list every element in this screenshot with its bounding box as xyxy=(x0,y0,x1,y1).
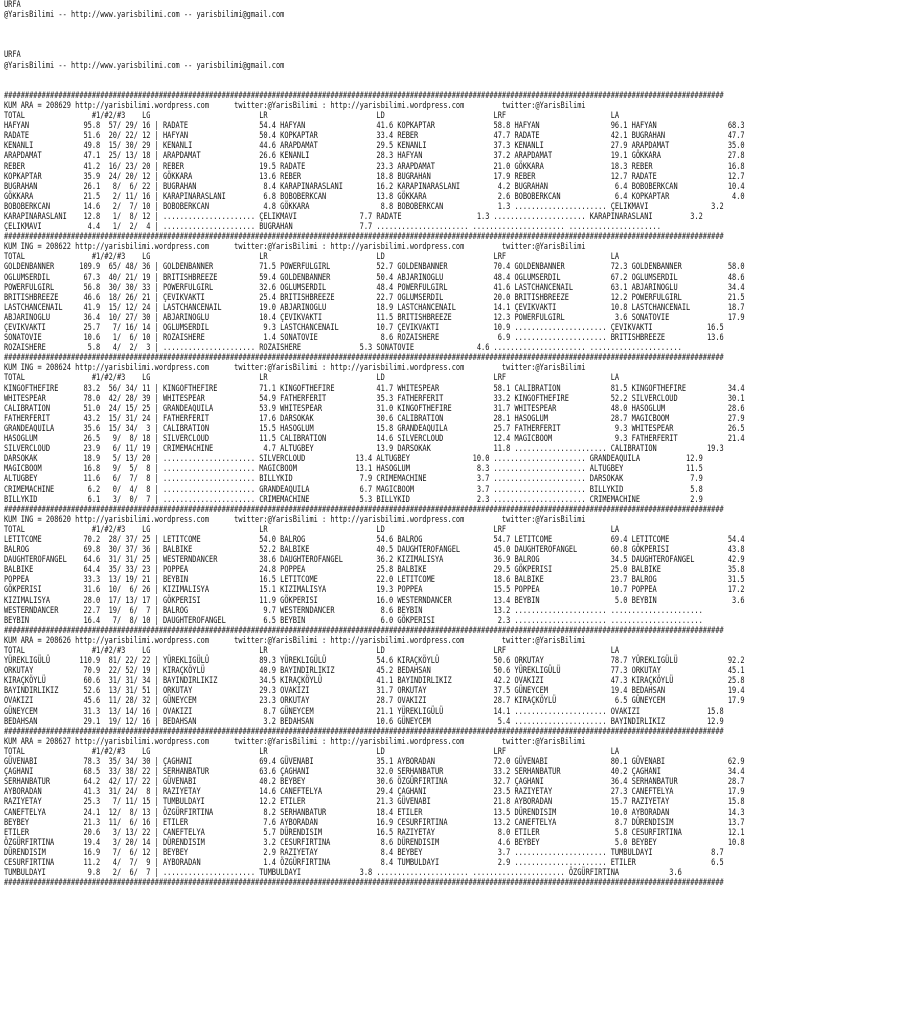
table-row: AYBORADAN 41.3 31/ 24/ 8 | RAZIYETAY 14.6 CANEFTELYA 29.4 ÇAGHANI 23.5 RAZIYETAY 27.3 CANEFTELYA 17.9 xyxy=(4,787,745,798)
table-row: KARAPINARASLANI 12.8 1/ 8/ 12 | ...................... ÇELIKMAVI 7.7 RADATE 1.3 ...................... KARAPINARASLANI 3.2 xyxy=(4,211,703,222)
table-row: KIRAÇKÖYLÜ 60.6 31/ 31/ 34 | BAYINDIRLIKIZ 34.5 KIRAÇKÖYLÜ 41.1 BAYINDIRLIKIZ 42.2 OVAKIZI 47.3 KIRAÇKÖYLÜ 25.8 xyxy=(4,676,745,687)
table-row: BEYBEY 21.3 11/ 6/ 16 | ETILER 7.6 AYBORADAN 16.9 CESURFIRTINA 13.2 CANEFTELYA 8.7 DÜRENDISIM 13.7 xyxy=(4,817,745,828)
table-row: ÖZGÜRFIRTINA 19.4 3/ 20/ 14 | DÜRENDISIM 3.2 CESURFIRTINA 8.6 DÜRENDISIM 4.6 BEYBEY 5.0 BEYBEY 10.8 xyxy=(4,837,745,848)
table-row: SONATOVIE 10.6 1/ 6/ 10 | ROZAISHERE 1.4 SONATOVIE 8.6 ROZAISHERE 6.9 ...................... BRITISHBREEZE 13.6 xyxy=(4,333,724,344)
table-row: POWERFULGIRL 56.8 30/ 30/ 33 | POWERFULGIRL 32.6 OGLUMSERDIL 48.4 POWERFULGIRL 41.6 LASTCHANCENAIL 63.1 ABJARINOGLU 34.4 xyxy=(4,282,745,293)
table-row: ALTUGBEY 11.6 6/ 7/ 8 | ...................... BILLYKID 7.9 CRIMEMACHINE 3.7 ...................... DARSOKAK 7.9 xyxy=(4,474,703,485)
column-header: TOTAL #1/#2/#3 LG LR LD LRF LA xyxy=(4,373,620,384)
table-row: ROZAISHERE 5.8 4/ 2/ 3 | ...................... ROZAISHERE 5.3 SONATOVIE 4.6 ...................... ...................... xyxy=(4,343,682,354)
separator-line: ############################################################################################################################################################################ xyxy=(4,90,724,101)
separator-line: ############################################################################################################################################################################ xyxy=(4,726,724,737)
column-header: TOTAL #1/#2/#3 LG LR LD LRF LA xyxy=(4,646,620,656)
table-row: HASOGLUM 26.5 9/ 8/ 18 | SILVERCLOUD 11.5 CALIBRATION 14.6 SILVERCLOUD 12.4 MAGICBOOM 9.3 FATHERFERIT 21.4 xyxy=(4,434,745,445)
race-header: KUM ARA = 208629 http://yarisbilimi.wordpress.com twitter:@YarisBilimi : http://yarisbilimi.wordpress.com twitter:@YarisBilimi xyxy=(4,100,586,111)
table-row: DARSOKAK 18.9 5/ 13/ 20 | ...................... SILVERCLOUD 13.4 ALTUGBEY 10.0 ...................... GRANDEAQUILA 12.9 xyxy=(4,454,703,465)
table-row: RADATE 51.6 20/ 22/ 12 | HAFYAN 50.4 KOPKAPTAR 33.4 REBER 47.7 RADATE 42.1 BUGRAHAN 47.7 xyxy=(4,131,745,142)
separator-line: ############################################################################################################################################################################ xyxy=(4,625,724,636)
table-row: BALROG 69.8 30/ 37/ 36 | BALBIKE 52.2 BALBIKE 40.5 DAUGHTEROFANGEL 45.0 DAUGHTEROFANGEL 60.8 GÖKPERISI 43.8 xyxy=(4,545,745,556)
blank-line xyxy=(4,40,720,50)
table-row: KENANLI 49.8 15/ 30/ 29 | KENANLI 44.6 ARAPDAMAT 29.5 KENANLI 37.3 KENANLI 27.9 ARAPDAMAT 35.0 xyxy=(4,141,745,152)
table-row: MAGICBOOM 16.8 9/ 5/ 8 | ...................... MAGICBOOM 13.1 HASOGLUM 8.3 ...................... ALTUGBEY 11.5 xyxy=(4,464,703,475)
table-row: HAFYAN 95.8 57/ 29/ 16 | RADATE 54.4 HAFYAN 41.6 KOPKAPTAR 58.8 HAFYAN 96.1 HAFYAN 68.3 xyxy=(4,121,745,132)
table-row: KIZIMALISYA 28.0 17/ 13/ 17 | GÖKPERISI 11.9 GÖKPERISI 16.0 WESTERNDANCER 13.4 BEYBIN 5.0 BEYBIN 3.6 xyxy=(4,595,745,606)
column-header: TOTAL #1/#2/#3 LG LR LD LRF LA xyxy=(4,746,620,757)
separator-line: ############################################################################################################################################################################ xyxy=(4,878,724,889)
blank-line xyxy=(4,71,720,81)
table-row: CALIBRATION 51.0 24/ 15/ 25 | GRANDEAQUILA 53.9 WHITESPEAR 31.0 KINGOFTHEFIRE 31.7 WHITESPEAR 48.0 HASOGLUM 28.6 xyxy=(4,403,745,414)
race-block xyxy=(4,726,745,879)
report-title: URFA xyxy=(4,50,21,61)
table-row: GÜNEYCEM 31.3 13/ 14/ 16 | OVAKIZI 8.7 GÜNEYCEM 21.1 YÜREKLIGÜLÜ 14.1 ...................... OVAKIZI 15.8 xyxy=(4,706,724,717)
table-row: LETITCOME 70.2 28/ 37/ 25 | LETITCOME 54.0 BALROG 54.6 BALROG 54.7 LETITCOME 69.4 LETITCOME 54.4 xyxy=(4,534,745,545)
table-row: BEDAHSAN 29.1 19/ 12/ 16 | BEDAHSAN 3.2 BEDAHSAN 10.6 GÜNEYCEM 5.4 ...................... BAYINDIRLIKIZ 12.9 xyxy=(4,716,724,727)
report-title: URFA xyxy=(4,0,21,10)
table-row: BEYBIN 16.4 7/ 8/ 10 | DAUGHTEROFANGEL 6.5 BEYBIN 6.0 GÖKPERISI 2.3 ...................... ...................... xyxy=(4,615,703,626)
table-row: DAUGHTEROFANGEL 64.6 31/ 31/ 25 | WESTERNDANCER 38.6 DAUGHTEROFANGEL 36.2 KIZIMALISYA 36.9 BALROG 34.5 DAUGHTEROFANGEL 42.9 xyxy=(4,555,745,566)
credit-line: @YarisBilimi -- http://www.yarisbilimi.com -- yarisbilimi@gmail.com xyxy=(4,60,285,71)
race-header: KUM ING = 208620 http://yarisbilimi.wordpress.com twitter:@YarisBilimi : http://yarisbilimi.wordpress.com twitter:@YarisBilimi xyxy=(4,514,586,525)
table-row: FATHERFERIT 43.2 15/ 31/ 24 | FATHERFERIT 17.6 DARSOKAK 30.6 CALIBRATION 28.1 HASOGLUM 28.7 MAGICBOOM 27.9 xyxy=(4,413,745,424)
table-row: ÇELIKMAVI 4.4 1/ 2/ 4 | ...................... BUGRAHAN 7.7 ...................... ...................... ...................... xyxy=(4,222,661,233)
table-row: YÜREKLIGÜLÜ 110.9 81/ 22/ 22 | YÜREKLIGÜLÜ 89.3 YÜREKLIGÜLÜ 54.6 KIRAÇKÖYLÜ 50.6 ORKUTAY 78.7 YÜREKLIGÜLÜ 92.2 xyxy=(4,656,745,667)
report-sheet xyxy=(4,0,745,1023)
table-row: ETILER 20.6 3/ 13/ 22 | CANEFTELYA 5.7 DÜRENDISIM 16.5 RAZIYETAY 8.0 ETILER 5.8 CESURFIRTINA 12.1 xyxy=(4,827,745,838)
column-header: TOTAL #1/#2/#3 LG LR LD LRF LA xyxy=(4,111,620,122)
table-row: GOLDENBANNER 109.9 65/ 48/ 36 | GOLDENBANNER 71.5 POWERFULGIRL 52.7 GOLDENBANNER 70.4 GOLDENBANNER 72.3 GOLDENBANNER 58.0 xyxy=(4,262,745,273)
table-row: BALBIKE 64.4 35/ 33/ 23 | POPPEA 24.8 POPPEA 25.8 BALBIKE 29.5 GÖKPERISI 25.0 BALBIKE 35.8 xyxy=(4,565,745,576)
table-row: WHITESPEAR 78.0 42/ 28/ 39 | WHITESPEAR 54.9 FATHERFERIT 35.3 FATHERFERIT 33.2 KINGOFTHEFIRE 52.2 SILVERCLOUD 30.1 xyxy=(4,393,745,404)
blank-line xyxy=(4,81,720,91)
table-row: ÇAGHANI 68.5 33/ 38/ 22 | SERHANBATUR 63.6 ÇAGHANI 32.0 SERHANBATUR 33.2 SERHANBATUR 40.2 ÇAGHANI 34.4 xyxy=(4,767,745,778)
table-row: GÖKKARA 21.5 2/ 11/ 16 | KARAPINARASLANI 6.8 BOBOBERKCAN 13.8 GÖKKARA 2.6 BOBOBERKCAN 6.4 KOPKAPTAR 4.0 xyxy=(4,191,745,202)
table-row: BUGRAHAN 26.1 8/ 6/ 22 | BUGRAHAN 8.4 KARAPINARASLANI 16.2 KARAPINARASLANI 4.2 BUGRAHAN 6.4 BOBOBERKCAN 10.4 xyxy=(4,181,745,192)
race-header: KUM ARA = 208627 http://yarisbilimi.wordpress.com twitter:@YarisBilimi : http://yarisbilimi.wordpress.com twitter:@YarisBilimi xyxy=(4,736,586,747)
table-row: ORKUTAY 70.9 22/ 52/ 19 | KIRAÇKÖYLÜ 40.9 BAYINDIRLIKIZ 45.2 BEDAHSAN 50.6 YÜREKLIGÜLÜ 77.3 ORKUTAY 45.1 xyxy=(4,666,745,677)
table-row: BILLYKID 6.1 3/ 0/ 7 | ...................... CRIMEMACHINE 5.3 BILLYKID 2.3 ...................... CRIMEMACHINE 2.9 xyxy=(4,494,703,505)
column-header: TOTAL #1/#2/#3 LG LR LD LRF LA xyxy=(4,252,620,263)
race-header: KUM ING = 208624 http://yarisbilimi.wordpress.com twitter:@YarisBilimi : http://yarisbilimi.wordpress.com twitter:@YarisBilimi xyxy=(4,363,586,374)
separator-line: ############################################################################################################################################################################ xyxy=(4,504,724,515)
separator-line: ############################################################################################################################################################################ xyxy=(4,353,724,364)
table-row: ARAPDAMAT 47.1 25/ 13/ 18 | ARAPDAMAT 26.6 KENANLI 28.3 HAFYAN 37.2 ARAPDAMAT 19.1 GÖKKARA 27.8 xyxy=(4,151,745,162)
table-row: OGLUMSERDIL 67.3 40/ 21/ 19 | BRITISHBREEZE 59.4 GOLDENBANNER 50.4 ABJARINOGLU 48.4 OGLUMSERDIL 67.2 OGLUMSERDIL 48.6 xyxy=(4,272,745,283)
race-block xyxy=(4,353,745,505)
table-row: LASTCHANCENAIL 41.9 15/ 12/ 24 | LASTCHANCENAIL 19.0 ABJARINOGLU 18.9 LASTCHANCENAIL 14.1 ÇEVIKVAKTI 10.8 LASTCHANCENAIL 18.7 xyxy=(4,302,745,313)
table-row: SILVERCLOUD 23.9 6/ 11/ 19 | CRIMEMACHINE 4.7 ALTUGBEY 13.9 DARSOKAK 11.8 ...................... CALIBRATION 19.3 xyxy=(4,444,724,455)
race-block xyxy=(4,90,745,233)
table-row: RAZIYETAY 25.3 7/ 11/ 15 | TUMBULDAYI 12.2 ETILER 21.3 GÜVENABI 21.8 AYBORADAN 15.7 RAZIYETAY 15.8 xyxy=(4,797,745,808)
table-row: KINGOFTHEFIRE 83.2 56/ 34/ 11 | KINGOFTHEFIRE 71.1 KINGOFTHEFIRE 41.7 WHITESPEAR 58.1 CALIBRATION 81.5 KINGOFTHEFIRE 34.4 xyxy=(4,383,745,394)
table-row: REBER 41.2 16/ 23/ 20 | REBER 19.5 RADATE 23.3 ARAPDAMAT 21.0 GÖKKARA 18.3 REBER 16.8 xyxy=(4,161,745,172)
table-row: OVAKIZI 45.6 11/ 28/ 32 | GÜNEYCEM 23.3 ORKUTAY 28.7 OVAKIZI 28.7 KIRAÇKÖYLÜ 6.5 GÜNEYCEM 17.9 xyxy=(4,696,745,707)
race-block xyxy=(4,625,745,727)
table-row: KOPKAPTAR 35.9 24/ 20/ 12 | GÖKKARA 13.6 REBER 18.8 BUGRAHAN 17.9 REBER 12.7 RADATE 12.7 xyxy=(4,171,745,182)
blank-line xyxy=(4,20,720,30)
credit-line: @YarisBilimi -- http://www.yarisbilimi.com -- yarisbilimi@gmail.com xyxy=(4,10,285,21)
race-block xyxy=(4,232,745,354)
table-row: POPPEA 33.3 13/ 19/ 21 | BEYBIN 16.5 LETITCOME 22.0 LETITCOME 18.6 BALBIKE 23.7 BALROG 31.5 xyxy=(4,575,745,586)
table-row: GÜVENABI 78.3 35/ 34/ 30 | ÇAGHANI 69.4 GÜVENABI 35.1 AYBORADAN 72.0 GÜVENABI 80.1 GÜVENABI 62.9 xyxy=(4,757,745,768)
table-row: BRITISHBREEZE 46.6 18/ 26/ 21 | ÇEVIKVAKTI 25.4 BRITISHBREEZE 22.7 OGLUMSERDIL 20.0 BRITISHBREEZE 12.2 POWERFULGIRL 21.5 xyxy=(4,292,745,303)
race-list xyxy=(4,90,745,879)
table-row: CESURFIRTINA 11.2 4/ 7/ 9 | AYBORADAN 1.4 ÖZGÜRFIRTINA 8.4 TUMBULDAYI 2.9 ...................... ETILER 6.5 xyxy=(4,857,724,868)
table-row: ÇEVIKVAKTI 25.7 7/ 16/ 14 | OGLUMSERDIL 9.3 LASTCHANCENAIL 10.7 ÇEVIKVAKTI 10.9 ...................... ÇEVIKVAKTI 16.5 xyxy=(4,323,724,333)
table-row: ABJARINOGLU 36.4 10/ 27/ 30 | ABJARINOGLU 10.4 ÇEVIKVAKTI 11.5 BRITISHBREEZE 12.3 POWERFULGIRL 3.6 SONATOVIE 17.9 xyxy=(4,312,745,323)
table-row: SERHANBATUR 64.2 42/ 17/ 22 | GÜVENABI 40.2 BEYBEY 30.6 ÖZGÜRFIRTINA 32.7 ÇAGHANI 36.4 SERHANBATUR 28.7 xyxy=(4,777,745,788)
table-row: BAYINDIRLIKIZ 52.6 13/ 31/ 51 | ORKUTAY 29.3 OVAKIZI 31.7 ORKUTAY 37.5 GÜNEYCEM 19.4 BEDAHSAN 19.4 xyxy=(4,686,745,697)
table-row: CRIMEMACHINE 6.2 0/ 4/ 8 | ...................... GRANDEAQUILA 6.7 MAGICBOOM 3.7 ...................... BILLYKID 5.8 xyxy=(4,484,703,495)
table-row: GÖKPERISI 31.6 10/ 6/ 26 | KIZIMALISYA 15.1 KIZIMALISYA 19.3 POPPEA 15.5 POPPEA 10.7 POPPEA 17.2 xyxy=(4,585,745,596)
table-row: TUMBULDAYI 9.8 2/ 6/ 7 | ...................... TUMBULDAYI 3.8 ...................... ...................... ÖZGÜRFIRTINA 3.6 xyxy=(4,868,682,879)
table-row: GRANDEAQUILA 35.6 15/ 34/ 3 | CALIBRATION 15.5 HASOGLUM 15.8 GRANDEAQUILA 25.7 FATHERFERIT 9.3 WHITESPEAR 26.5 xyxy=(4,423,745,434)
separator-line: ############################################################################################################################################################################ xyxy=(4,232,724,243)
table-row: WESTERNDANCER 22.7 19/ 6/ 7 | BALROG 9.7 WESTERNDANCER 8.6 BEYBIN 13.2 ...................... ...................... xyxy=(4,605,703,616)
blank-line xyxy=(4,30,720,40)
race-block xyxy=(4,504,745,626)
race-header: KUM ING = 208622 http://yarisbilimi.wordpress.com twitter:@YarisBilimi : http://yarisbilimi.wordpress.com twitter:@YarisBilimi xyxy=(4,242,586,253)
table-row: BOBOBERKCAN 14.6 2/ 7/ 10 | BOBOBERKCAN 4.8 GÖKKARA 8.8 BOBOBERKCAN 1.3 ...................... ÇELIKMAVI 3.2 xyxy=(4,201,724,212)
column-header: TOTAL #1/#2/#3 LG LR LD LRF LA xyxy=(4,524,620,535)
race-header: KUM ARA = 208626 http://yarisbilimi.wordpress.com twitter:@YarisBilimi : http://yarisbilimi.wordpress.com twitter:@YarisBilimi xyxy=(4,635,586,646)
table-row: DÜRENDISIM 16.9 7/ 6/ 12 | BEYBEY 2.9 RAZIYETAY 8.4 BEYBEY 3.7 ...................... TUMBULDAYI 8.7 xyxy=(4,847,724,858)
table-row: CANEFTELYA 24.1 12/ 8/ 13 | ÖZGÜRFIRTINA 8.2 SERHANBATUR 18.4 ETILER 13.5 DÜRENDISIM 10.0 AYBORADAN 14.3 xyxy=(4,807,745,818)
